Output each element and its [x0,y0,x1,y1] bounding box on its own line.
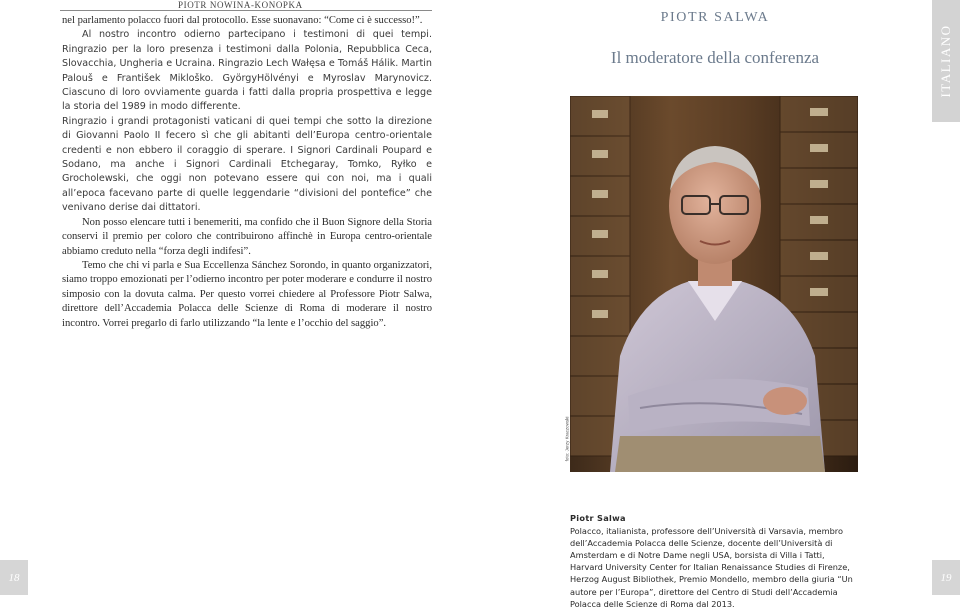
portrait-photo [570,96,858,472]
speaker-name: PIOTR SALWA [660,10,770,25]
body-paragraph: Temo che chi vi parla e Sua Eccellenza Sánchez Sorondo, in quanto organizzatori, siamo troppo emozionati per l’odierno incontro per poter moderare e condurre il nostro simposio con la dovuta calma. Per questo vorrei chiedere al Professore Piotr Salwa, direttore dell’Accademia Polacca delle Scienze di Roma di moderare il nostro incontro. Vorrei pregarlo di farlo utilizzando “la lente e l’occhio del saggio”. [62,259,432,329]
left-page [0,0,480,595]
body-paragraph: nel parlamento polacco fuori dal protocollo. Esse suonavano: “Come ci è successo!”. [62,15,423,26]
speaker-portrait [570,96,858,472]
photo-credit [563,406,571,472]
page-number-left: 18 [0,560,28,595]
body-paragraph: Al nostro incontro odierno partecipano i testimoni di quei tempi. Ringrazio per la loro presenza i testimoni dalla Polonia, Repubblica Ceca, Slovacchia, Ungheria e Ucraina. Ringrazio Lech Wałęsa e Tomáš Hálik. Martin Palouš e František Mikloško. GyörgyHölvényi e Myroslav Marynovicz. Ciascuno di loro ovviamente guarda i fatti dalla propria prospettiva e legge la storia del 1989 in modo differente. [62,29,432,113]
body-paragraph: Ringrazio i grandi protagonisti vaticani di quei tempi che sotto la direzione di Giovanni Paolo II fecero sì che gli abitanti dell’Europa centro-orientale credenti e non ebbero il coraggio di sperare. I Signori Cardinali Poupard e Sodano, ma anche i Signori Cardinali Etchegaray, Tomko, Ryłko e Grocholewski, che oggi non potevano essere qui con noi, ma i quali all’epoca facevano parte di quelle leggendarie “divisioni del pontefice” che venivano derise dai dittatori. [62,115,432,214]
language-tab-label: ITALIANO [938,24,953,98]
page-number-right: 19 [932,560,960,595]
speaker-role: Il moderatore della conferenza [610,48,820,67]
body-text [62,14,432,331]
bio-text: Polacco, italianista, professore dell’Università di Varsavia, membro dell’Accademia Polacca delle Scienze, docente dell’Università di Amsterdam e di Notre Dame negli USA, borsista di Villa i Tatti, Harvard University Center for Italian Renaissance Studies di Firenze, Herzog August Bibliothek, Premio Mondello, membro della giuria “Un autore per l’Europa”, direttore del Centro di Studi dell’Accademia Polacca delle Scienze di Roma dal 2013. [570,526,853,609]
photo-credit-text: foto: Jerzy Kraczowski [564,416,570,462]
right-page [480,0,960,609]
running-head: PIOTR NOWINA-KONOPKA [178,0,303,10]
body-paragraph: Non posso elencare tutti i benemeriti, ma confido che il Buon Signore della Storia conservi il premio per coloro che contribuirono affinchè in Europa centro-orientale abbiamo creduto nella “forza degli indifesi”. [62,216,432,257]
bio-name: Piotr Salwa [570,513,626,523]
running-head-rule [60,10,432,11]
speaker-bio [570,512,860,610]
language-tab [932,0,960,122]
